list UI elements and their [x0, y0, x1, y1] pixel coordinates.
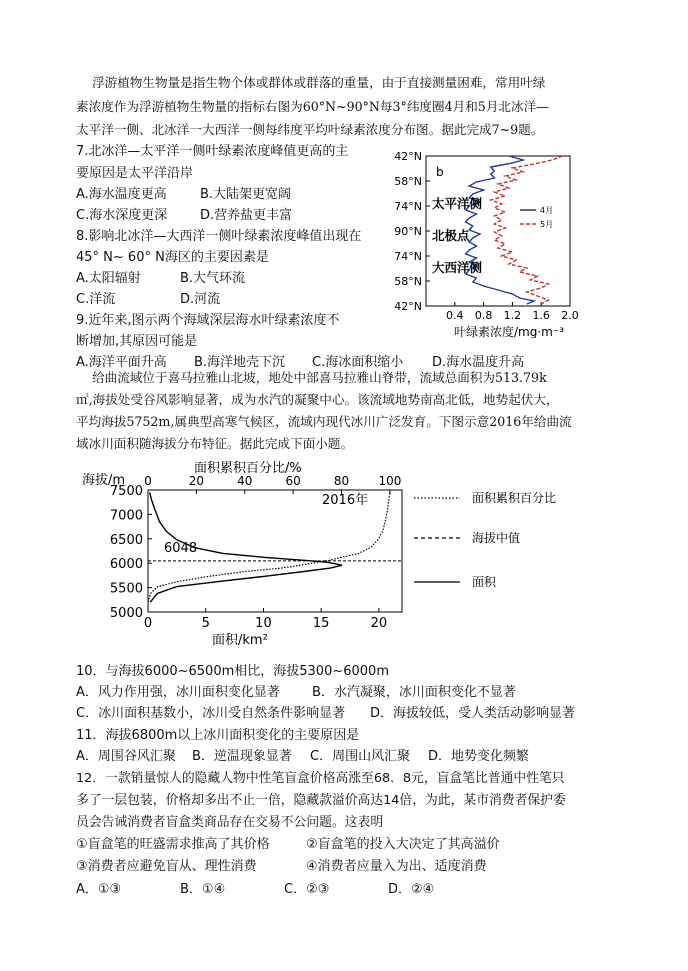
legend-label-area: 面积	[472, 575, 497, 589]
top-x-tick-label: 60	[285, 474, 301, 488]
intro-line: 浮游植物生物量是指生物个体或群体或群落的重量，由于直接测量困难，常用叶绿	[92, 75, 546, 90]
top-x-tick-label: 20	[188, 474, 205, 488]
option: A.太阳辐射	[76, 271, 141, 286]
question-12-stem: 员会告诫消费者盲盒类商品存在交易不公问题。这表明	[76, 815, 384, 830]
intro2-line: 域冰川面积随海拔分布特征。据此完成下面小题。	[76, 436, 354, 451]
option: C.海冰面积缩小	[312, 355, 404, 370]
option: D．②④	[388, 882, 435, 897]
y-tick-label: 5000	[109, 606, 143, 621]
top-x-tick-label: 80	[333, 474, 350, 488]
legend-label-apr: 4月	[540, 206, 554, 215]
option: A．周围谷风汇聚	[76, 749, 176, 764]
statement: ①盲盒笔的旺盛需求推高了其价格	[76, 837, 270, 852]
annotation-atlantic: 大西洋侧	[432, 260, 483, 275]
x-tick-label: 20	[370, 616, 388, 631]
question-12-stem: 多了一层包装，价格却多出不止一倍，隐藏款溢价高达14倍，为此，某市消费者保护委	[76, 793, 566, 808]
x-axis-title: 面积/km²	[212, 633, 268, 648]
y-tick-label: 74°N	[394, 250, 422, 263]
y-tick-label: 6000	[109, 557, 143, 573]
question-8-stem: 8.影响北冰洋—大西洋一侧叶绿素浓度峰值出现在	[76, 229, 362, 244]
question-9-stem: 9.近年来,图示两个海域深层海水叶绿素浓度不	[76, 313, 340, 328]
legend-label-may: 5月	[540, 220, 554, 229]
top-x-tick-label: 40	[237, 474, 253, 488]
annotation-pacific: 太平洋侧	[432, 196, 483, 211]
option: B.大陆架更宽阔	[200, 187, 292, 202]
question-11-stem: 11．海拔6800m以上冰川面积变化的主要原因是	[76, 728, 360, 743]
question-12-stem: 12．一款销量惊人的隐藏人物中性笔盲盒价格高涨至68．8元，盲盒笔比普通中性笔只	[76, 771, 565, 786]
x-tick-label: 10	[255, 616, 272, 631]
x-tick-label: 1.2	[503, 309, 522, 322]
y-axis-title: 海拔/m	[82, 473, 126, 488]
question-7-stem: 7.北冰洋—太平洋一侧叶绿素浓度峰值更高的主	[76, 144, 349, 159]
y-tick-label: 5500	[109, 581, 143, 597]
option: C.洋流	[76, 292, 116, 307]
option: A.海水温度更高	[76, 187, 167, 202]
y-tick-label: 58°N	[394, 275, 422, 288]
chlorophyll-chart	[368, 148, 620, 338]
y-tick-label: 58°N	[394, 175, 422, 188]
panel-label: b	[436, 165, 444, 179]
legend-label-median: 海拔中值	[472, 531, 521, 545]
question-8-stem: 45° N~ 60° N海区的主要因素是	[76, 250, 269, 265]
intro-line: 太平洋一侧、北冰洋一大西洋一侧每纬度平均叶绿素浓度分布图。据此完成7~9题。	[76, 122, 544, 137]
top-axis-title: 面积累积百分比/%	[194, 461, 302, 476]
x-tick-label: 15	[312, 616, 330, 631]
y-tick-label: 7500	[109, 484, 143, 499]
statement: ②盲盒笔的投入大决定了其高溢价	[306, 837, 500, 852]
option: C．冰川面积基数小，冰川受自然条件影响显著	[76, 706, 346, 721]
option: D．地势变化频繁	[428, 749, 530, 764]
x-axis-label: 叶绿素浓度/mg·m⁻³	[454, 325, 564, 338]
intro2-line: ㎡,海拔处受谷风影响显著，成为水汽的凝聚中心。该流域地势南高北低，地势起伏大，	[76, 392, 559, 407]
option: C．②③	[284, 882, 330, 897]
x-tick-label: 0	[143, 616, 153, 631]
option: B．水汽凝聚，冰川面积变化不显著	[312, 685, 516, 700]
legend-label-cumulative: 面积累积百分比	[472, 491, 557, 505]
option: C.海水深度更深	[76, 208, 168, 223]
intro2-line: 给曲流域位于喜马拉雅山北坡，地处中部喜马拉雅山脊带，流域总面积为513.79k	[92, 370, 547, 385]
x-tick-label: 2.0	[561, 309, 579, 322]
intro2-line: 平均海拔5752m,属典型高寒气候区，流域内现代冰川广泛发育。下图示意2016年给曲流	[76, 414, 572, 429]
x-tick-label: 0.4	[446, 309, 464, 322]
option: D.河流	[180, 292, 221, 307]
question-10-stem: 10．与海拔6000~6500m相比，海拔5300~6000m	[76, 664, 389, 679]
x-tick-label: 0.8	[474, 309, 493, 322]
option: B．①④	[180, 882, 226, 897]
question-9-stem: 断增加,其原因可能是	[76, 334, 198, 349]
y-tick-label: 90°N	[394, 225, 422, 238]
option: D．海拔较低，受人类活动影响显著	[370, 706, 576, 721]
option: B．逆温现象显著	[192, 749, 292, 764]
annotation-pole: 北极点	[432, 228, 470, 243]
median-label: 6048	[164, 541, 198, 556]
option: D.海水温度升高	[432, 355, 525, 370]
statement: ④消费者应量入为出、适度消费	[306, 859, 487, 874]
option: B.大气环流	[180, 271, 246, 286]
year-label: 2016年	[322, 493, 369, 508]
top-x-tick-label: 0	[144, 474, 152, 488]
question-7-stem: 要原因是太平洋沿岸	[76, 166, 194, 181]
x-tick-label: 5	[201, 616, 210, 631]
series-may-line	[491, 156, 563, 304]
option: A.海洋平面升高	[76, 355, 167, 370]
option: D.营养盐更丰富	[200, 208, 293, 223]
y-tick-label: 7000	[109, 508, 143, 524]
y-tick-label: 42°N	[394, 150, 422, 163]
option: C．周围山风汇聚	[310, 749, 411, 764]
y-tick-label: 74°N	[394, 200, 422, 213]
x-tick-label: 1.6	[532, 309, 550, 322]
y-tick-label: 6500	[109, 532, 143, 548]
option: B.海洋地壳下沉	[194, 355, 286, 370]
intro-line: 素浓度作为浮游植物生物量的指标右图为60°N~90°N每3°纬度圈4月和5月北冰洋—	[76, 99, 549, 114]
top-x-tick-label: 100	[378, 474, 402, 488]
option: A．①③	[76, 882, 122, 897]
option: A．风力作用强，冰川面积变化显著	[76, 685, 280, 700]
statement: ③消费者应避免盲从、理性消费	[76, 859, 257, 874]
y-tick-label: 42°N	[394, 300, 422, 313]
glacier-chart	[76, 456, 616, 652]
